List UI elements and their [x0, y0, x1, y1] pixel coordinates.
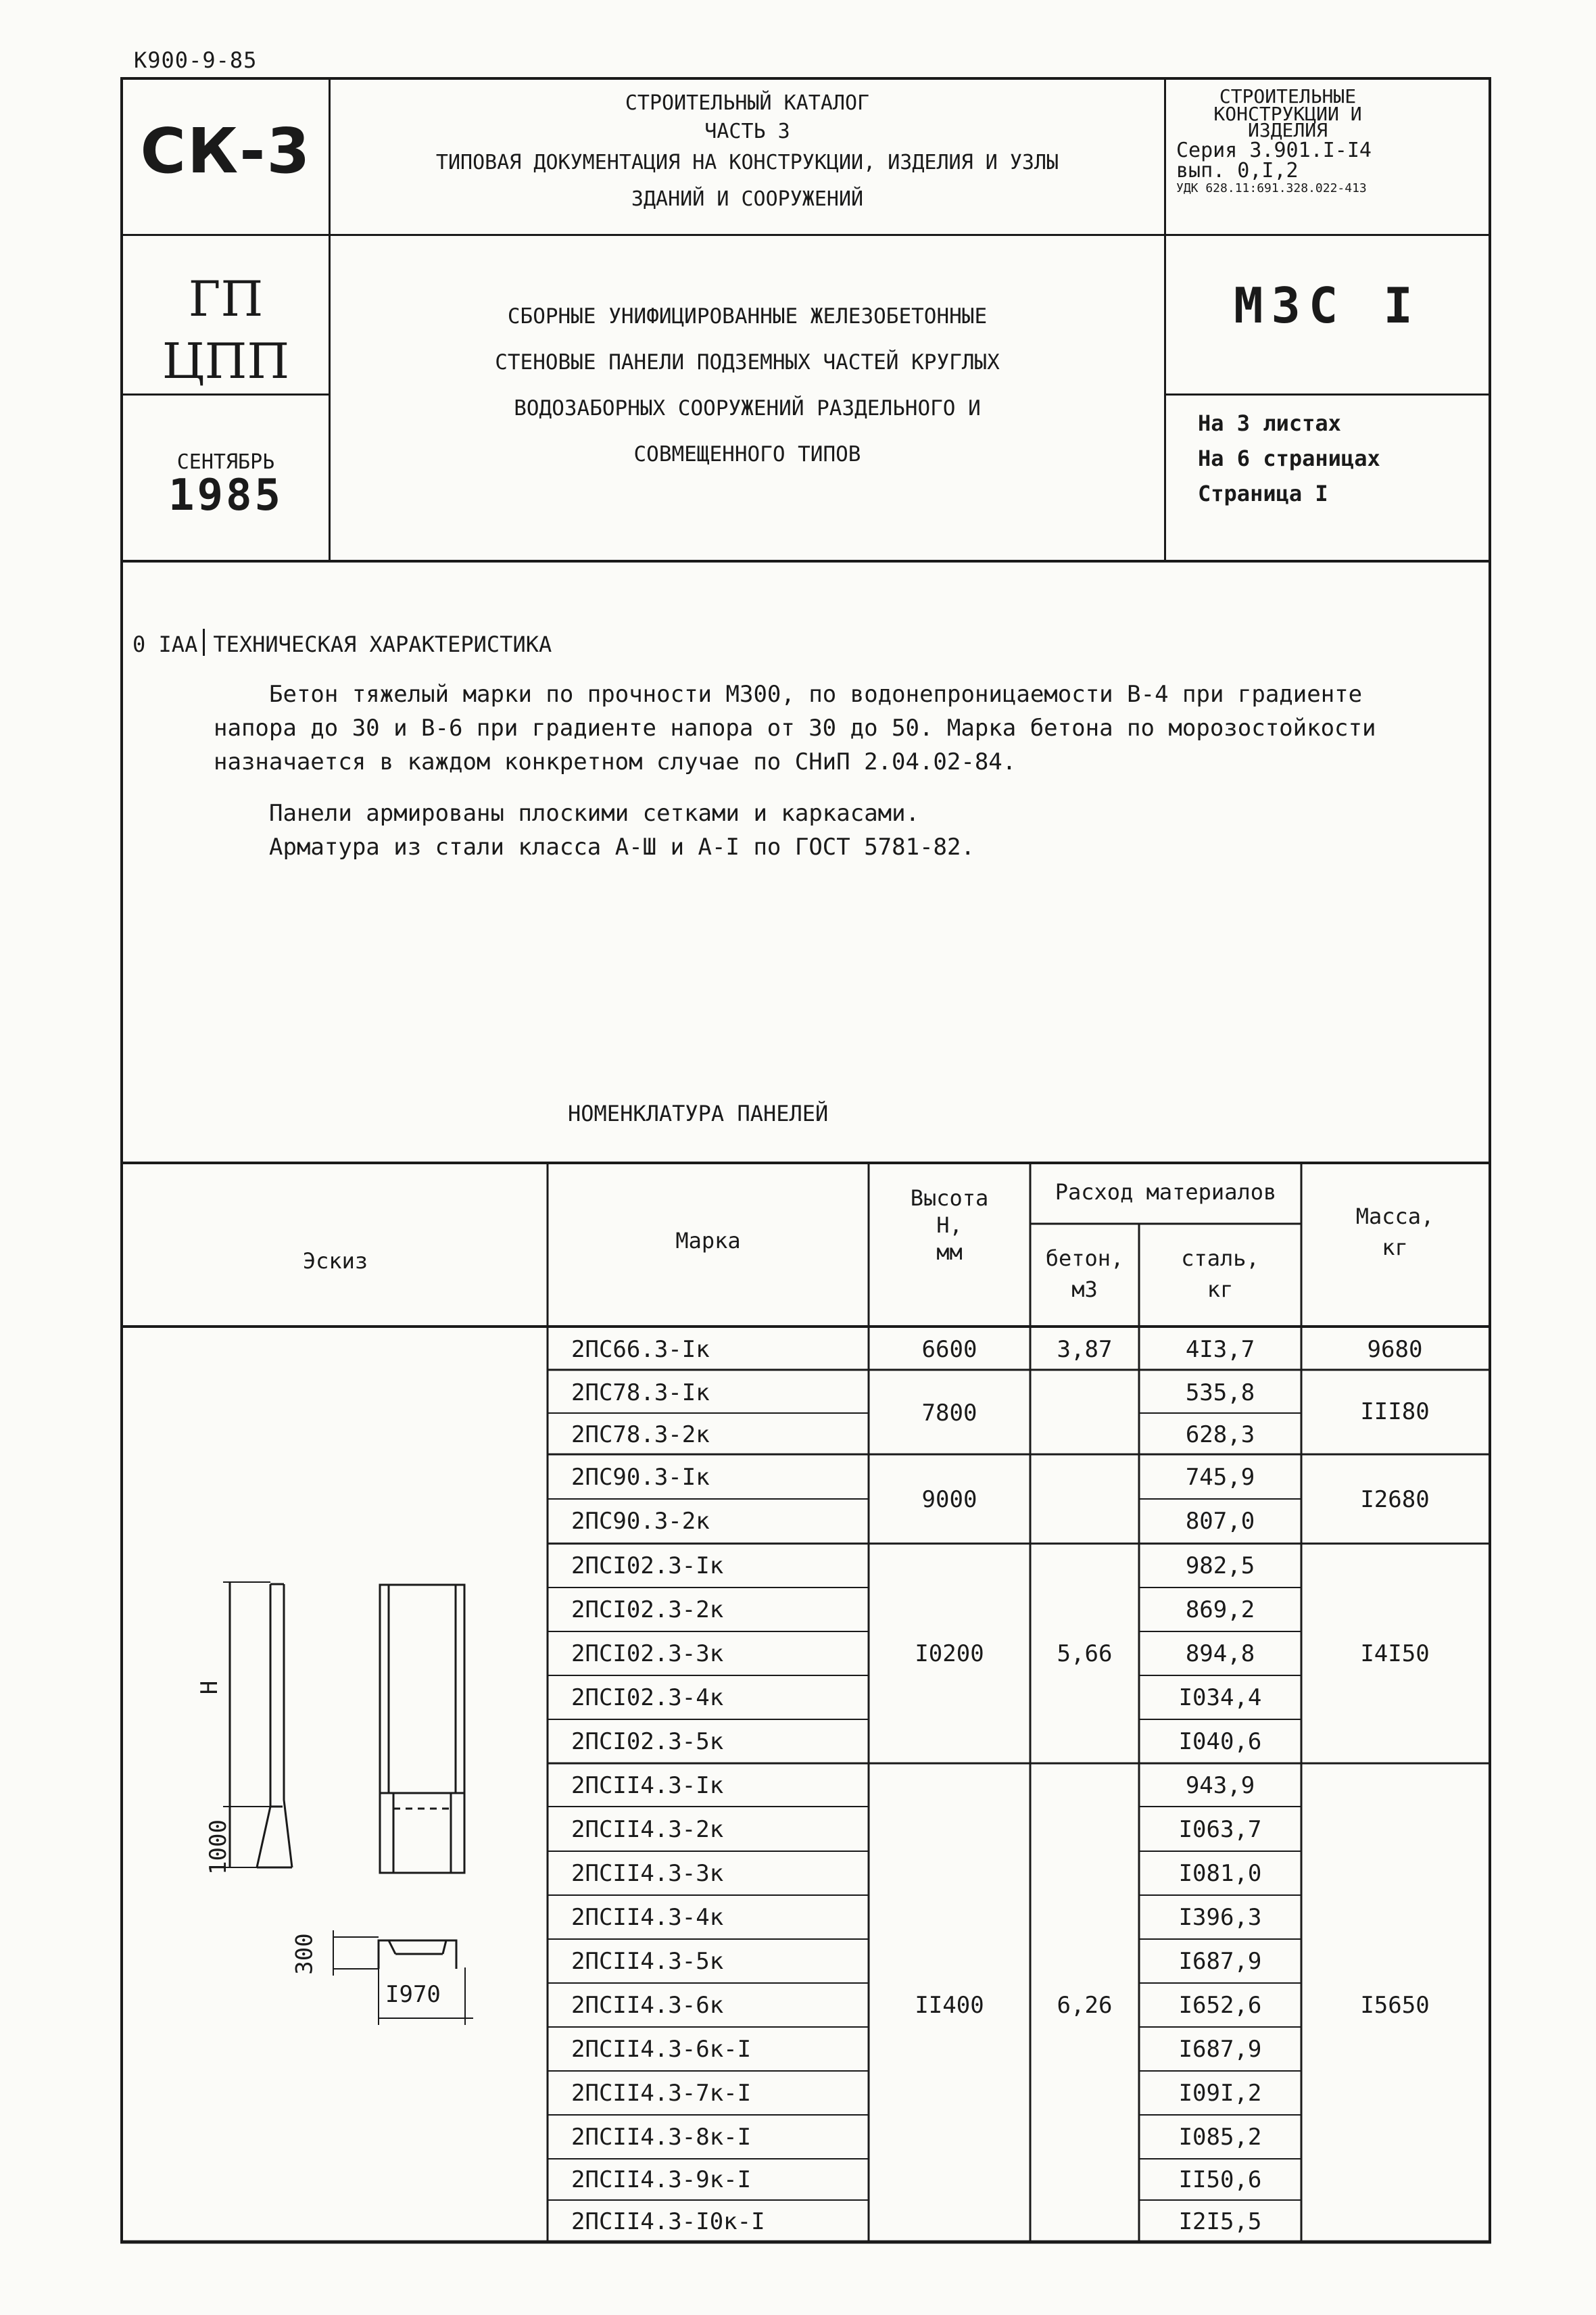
- table-row-steel: I09I,2: [1178, 2080, 1262, 2107]
- catalog-line: ТИПОВАЯ ДОКУМЕНТАЦИЯ НА КОНСТРУКЦИИ, ИЗДЕЛИЯ И УЗЛЫ: [435, 151, 1059, 174]
- series-heading: ИЗДЕЛИЯ: [1247, 119, 1328, 141]
- table-row-mark: 2ПС66.3-Iк: [571, 1336, 710, 1363]
- dimension-300-label: 300: [291, 1933, 318, 1975]
- sheets-line: Страница I: [1198, 481, 1328, 506]
- table-row-steel: I081,0: [1178, 1860, 1262, 1887]
- catalog-line: ЧАСТЬ 3: [704, 120, 790, 143]
- group-concrete: 6,26: [1057, 1992, 1113, 2019]
- header-height-line: Н,: [936, 1212, 963, 1238]
- sheets-line: На 6 страницах: [1198, 446, 1380, 471]
- group-height: 6600: [921, 1336, 977, 1363]
- dimension-height-label: Н: [196, 1680, 224, 1695]
- table-row-steel: I034,4: [1178, 1684, 1262, 1711]
- table-row-mark: 2ПСII4.3-2к: [571, 1816, 724, 1843]
- dimension-1000-label: 1000: [204, 1819, 232, 1875]
- issue-month: СЕНТЯБРЬ: [176, 450, 275, 474]
- table-row-mark: 2ПСI02.3-5к: [571, 1728, 724, 1755]
- paragraph-line: Арматура из стали класса А-Ш и А-I по ГОСТ 5781-82.: [269, 834, 975, 861]
- table-row-mark: 2ПС90.3-Iк: [571, 1464, 710, 1491]
- nomenclature-title: НОМЕНКЛАТУРА ПАНЕЛЕЙ: [568, 1101, 829, 1126]
- table-row-steel: 628,3: [1185, 1421, 1255, 1448]
- table-row-mark: 2ПСII4.3-8к-I: [571, 2124, 752, 2151]
- table-row-mark: 2ПС78.3-2к: [571, 1421, 710, 1448]
- header-height-line: Высота: [910, 1185, 989, 1211]
- table-row-steel: I2I5,5: [1178, 2208, 1262, 2235]
- header-height-line: мм: [936, 1239, 963, 1265]
- series-heading: СТРОИТЕЛЬНЫЕ: [1219, 85, 1357, 108]
- group-concrete: 5,66: [1057, 1640, 1113, 1667]
- table-row-mark: 2ПСII4.3-5к: [571, 1948, 724, 1975]
- org-cpp: ЦПП: [162, 333, 290, 389]
- header-concrete-line: бетон,: [1045, 1245, 1124, 1271]
- paragraph-line: напора до 30 и В-6 при градиенте напора от 30 до 50. Марка бетона по морозостойкости: [214, 715, 1376, 742]
- title-line: СТЕНОВЫЕ ПАНЕЛИ ПОДЗЕМНЫХ ЧАСТЕЙ КРУГЛЫХ: [495, 350, 1000, 375]
- header-concrete: [1030, 1243, 1139, 1305]
- title-line: ВОДОЗАБОРНЫХ СООРУЖЕНИЙ РАЗДЕЛЬНОГО И: [514, 396, 981, 421]
- document-code: МЗС I: [1234, 277, 1421, 334]
- section-title: ТЕХНИЧЕСКАЯ ХАРАКТЕРИСТИКА: [213, 631, 552, 657]
- group-mass: I5650: [1360, 1992, 1430, 2019]
- table-row-mark: 2ПСII4.3-Iк: [571, 1772, 724, 1799]
- issue-year: 1985: [168, 471, 284, 521]
- group-height: 9000: [921, 1486, 977, 1513]
- header-mass-line: кг: [1382, 1235, 1408, 1260]
- table-row-steel: 4I3,7: [1185, 1336, 1255, 1363]
- title-line: СОВМЕЩЕННОГО ТИПОВ: [633, 442, 861, 467]
- group-height: I0200: [915, 1640, 984, 1667]
- table-row-mark: 2ПСII4.3-9к-I: [571, 2166, 752, 2193]
- series-heading: КОНСТРУКЦИИ И: [1213, 103, 1362, 125]
- table-row-steel: 943,9: [1185, 1772, 1255, 1799]
- header-steel: [1139, 1243, 1301, 1305]
- section-code: 0 IAA: [132, 631, 198, 657]
- header-mass-line: Масса,: [1355, 1203, 1434, 1229]
- table-row-steel: I040,6: [1178, 1728, 1262, 1755]
- table-row-mark: 2ПС90.3-2к: [571, 1508, 710, 1535]
- header-sketch: Эскиз: [302, 1248, 368, 1274]
- sheets-line: На 3 листах: [1198, 410, 1341, 436]
- paragraph-line: Бетон тяжелый марки по прочности М300, по водонепроницаемости В-4 при градиенте: [269, 681, 1363, 708]
- catalog-line: ЗДАНИЙ И СООРУЖЕНИЙ: [631, 187, 864, 211]
- group-concrete: [1030, 1393, 1139, 1433]
- udc-code: УДК 628.11:691.328.022-413: [1176, 181, 1367, 195]
- header-concrete-line: м3: [1071, 1276, 1098, 1302]
- header-mark: Марка: [675, 1228, 741, 1254]
- table-row-steel: I063,7: [1178, 1816, 1262, 1843]
- table-row-mark: 2ПСI02.3-4к: [571, 1684, 724, 1711]
- table-row-steel: I687,9: [1178, 2036, 1262, 2063]
- table-row-mark: 2ПС78.3-Iк: [571, 1379, 710, 1406]
- org-gp: ГП: [188, 270, 264, 327]
- table-row-mark: 2ПСI02.3-3к: [571, 1640, 724, 1667]
- series-number: Серия 3.901.I-I4: [1176, 139, 1372, 162]
- series-code-ck3: СК-3: [140, 115, 312, 187]
- table-row-steel: 807,0: [1185, 1508, 1255, 1535]
- table-row-steel: I396,3: [1178, 1904, 1262, 1931]
- series-issues: вып. 0,I,2: [1176, 159, 1299, 183]
- group-mass: I2680: [1360, 1486, 1430, 1513]
- table-row-steel: I687,9: [1178, 1948, 1262, 1975]
- table-row-mark: 2ПСII4.3-6к-I: [571, 2036, 752, 2063]
- table-row-mark: 2ПСII4.3-6к: [571, 1992, 724, 2019]
- table-row-mark: 2ПСII4.3-7к-I: [571, 2080, 752, 2107]
- dimension-1970-label: I970: [385, 1981, 441, 2008]
- table-row-mark: 2ПСI02.3-Iк: [571, 1552, 724, 1579]
- group-height: 7800: [921, 1400, 977, 1427]
- table-row-steel: 894,8: [1185, 1640, 1255, 1667]
- header-steel-line: сталь,: [1181, 1245, 1259, 1271]
- table-row-mark: 2ПСII4.3-I0к-I: [571, 2208, 765, 2235]
- group-mass: I4I50: [1360, 1640, 1430, 1667]
- table-row-steel: I085,2: [1178, 2124, 1262, 2151]
- table-row-mark: 2ПСI02.3-2к: [571, 1596, 724, 1623]
- header-steel-line: кг: [1207, 1276, 1234, 1302]
- table-row-steel: 869,2: [1185, 1596, 1255, 1623]
- group-height: II400: [915, 1992, 984, 2019]
- table-row-steel: II50,6: [1178, 2166, 1262, 2193]
- catalog-line: СТРОИТЕЛЬНЫЙ КАТАЛОГ: [625, 91, 870, 115]
- group-mass: III80: [1360, 1398, 1430, 1425]
- table-row-steel: I652,6: [1178, 1992, 1262, 2019]
- table-row-steel: 535,8: [1185, 1379, 1255, 1406]
- paragraph-line: назначается в каждом конкретном случае по СНиП 2.04.02-84.: [214, 748, 1017, 775]
- group-mass: 9680: [1367, 1336, 1423, 1363]
- header-height: [869, 1185, 1030, 1266]
- document-id: К900-9-85: [134, 47, 258, 73]
- group-concrete: [1030, 1479, 1139, 1520]
- title-line: СБОРНЫЕ УНИФИЦИРОВАННЫЕ ЖЕЛЕЗОБЕТОННЫЕ: [507, 304, 988, 329]
- header-mass: [1301, 1201, 1489, 1263]
- table-row-mark: 2ПСII4.3-3к: [571, 1860, 724, 1887]
- header-materials: Расход материалов: [1055, 1179, 1277, 1205]
- table-row-mark: 2ПСII4.3-4к: [571, 1904, 724, 1931]
- group-concrete: 3,87: [1057, 1336, 1113, 1363]
- paragraph-line: Панели армированы плоскими сетками и каркасами.: [269, 800, 920, 827]
- panel-sketch: [223, 1582, 473, 2025]
- table-row-steel: 745,9: [1185, 1464, 1255, 1491]
- table-row-steel: 982,5: [1185, 1552, 1255, 1579]
